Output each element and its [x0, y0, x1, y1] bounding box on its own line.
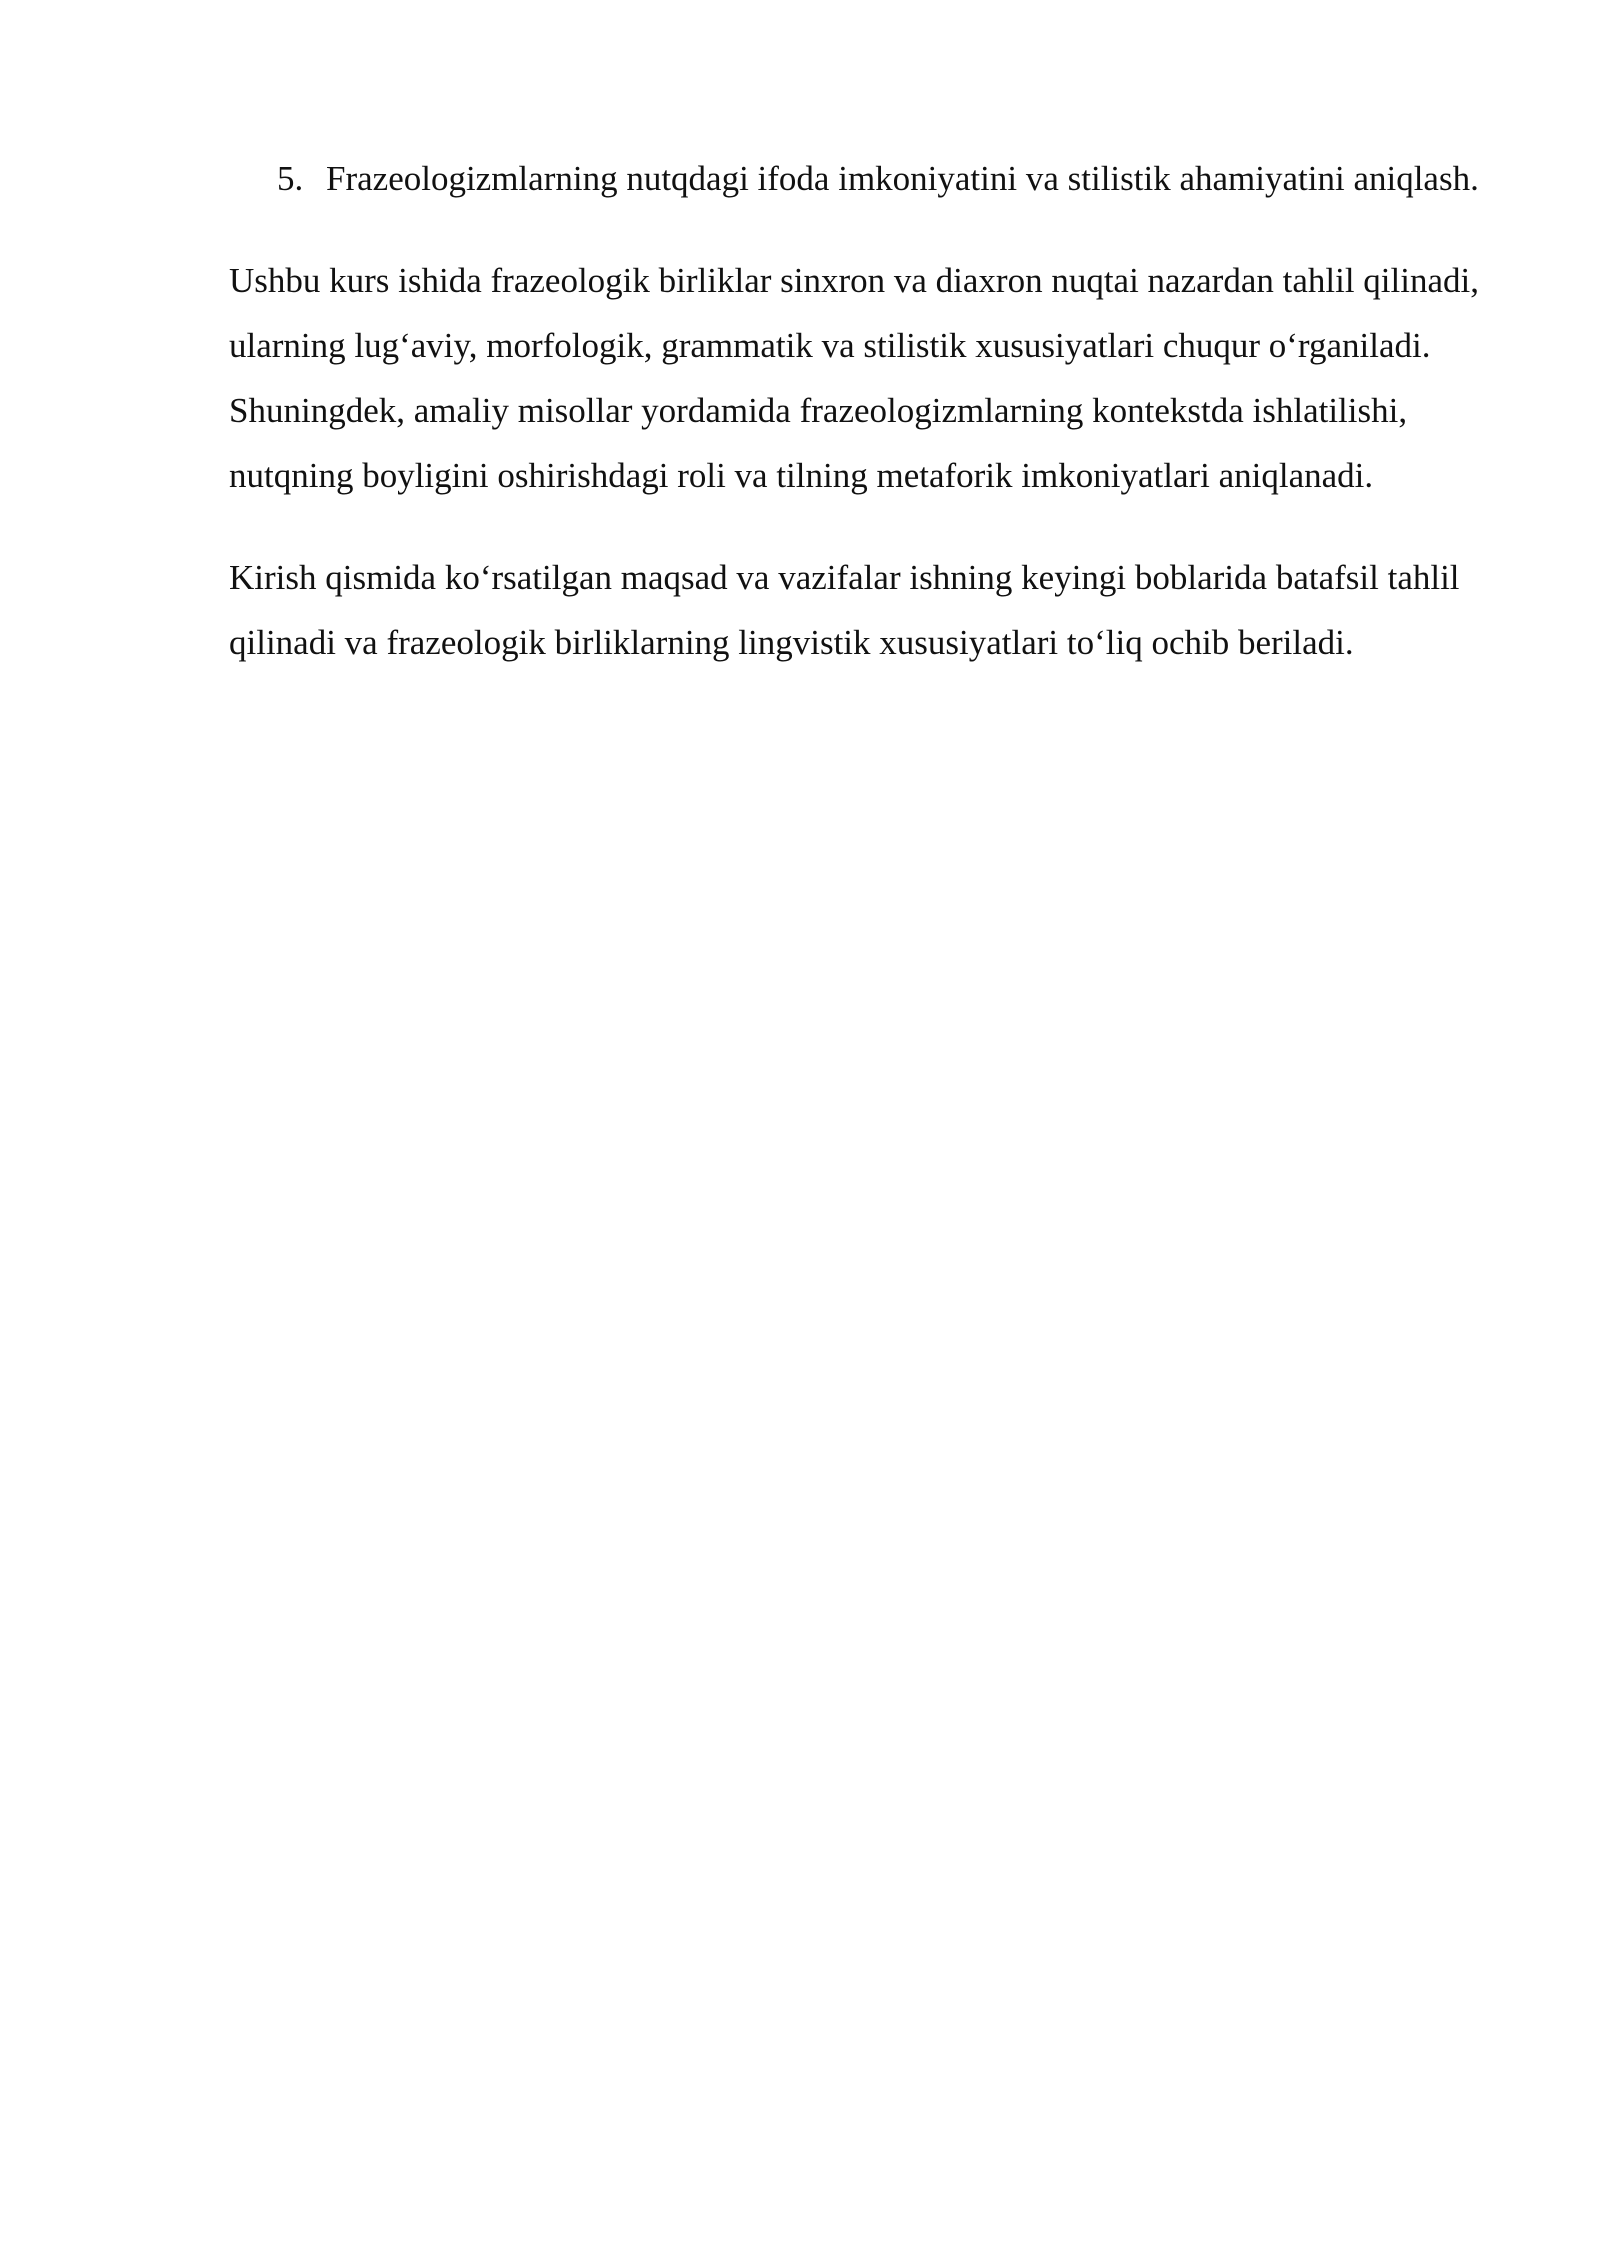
body-paragraph-2: Kirish qismida ko‘rsatilgan maqsad va vazifalar ishning keyingi boblarida batafsil tahlil qilinadi va frazeologik birliklarning lingvistik xususiyatlari to‘liq ochib beriladi.	[229, 558, 1460, 662]
numbered-list-item	[229, 146, 1489, 211]
list-item-text: Frazeologizmlarning nutqdagi ifoda imkoniyatini va stilistik ahamiyatini aniqlash.	[326, 159, 1479, 198]
document-body	[229, 146, 1489, 712]
list-item-number: 5.	[277, 159, 304, 198]
body-paragraph-1: Ushbu kurs ishida frazeologik birliklar sinxron va diaxron nuqtai nazardan tahlil qilinadi, ularning lug‘aviy, morfologik, grammatik va stilistik xususiyatlari chuqur o‘rganiladi. Shuningdek, amaliy misollar yordamida frazeologizmlarning kontekstda ishlatilishi, nutqning boyligini oshirishdagi roli va tilning metaforik imkoniyatlari aniqlanadi.	[229, 261, 1479, 495]
